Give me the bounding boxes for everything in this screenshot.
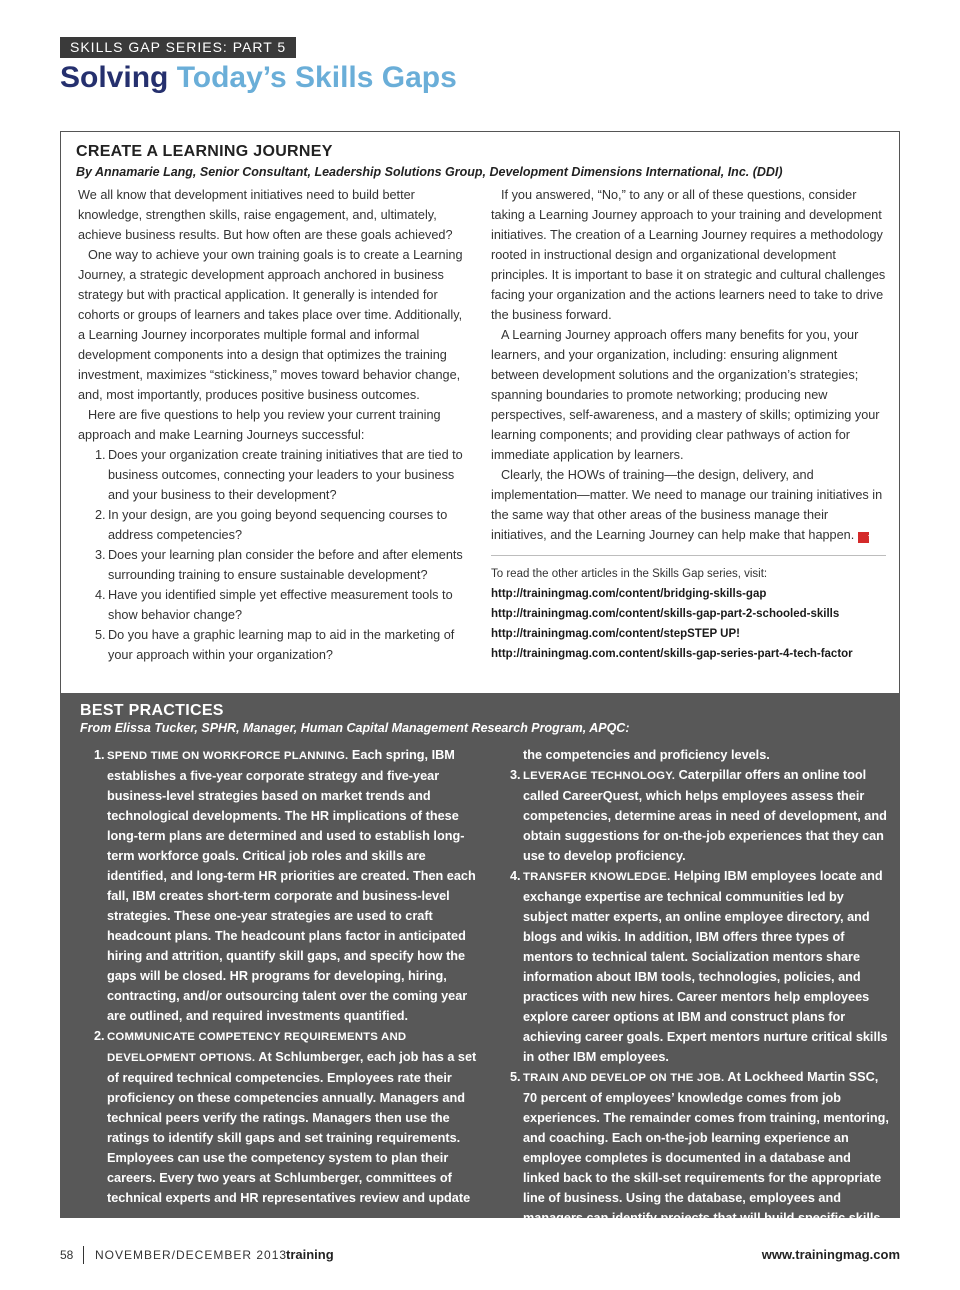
- issue-date: NOVEMBER/DECEMBER 2013: [95, 1248, 288, 1262]
- magazine-url[interactable]: www.trainingmag.com: [761, 1247, 900, 1262]
- practice-lead: COMMUNICATE COMPETENCY REQUIREMENTS AND DEVELOPMENT OPTIONS.: [107, 1031, 407, 1064]
- footer-divider: [83, 1246, 84, 1264]
- question-item: [78, 625, 470, 665]
- question-item: [78, 545, 470, 585]
- best-practices-right-column: [506, 745, 890, 1228]
- end-mark-icon: t: [858, 532, 869, 543]
- practice-item-continued: [506, 745, 890, 765]
- practice-lead: TRAIN AND DEVELOP ON THE JOB.: [523, 1072, 725, 1084]
- page-title-part-2: Today’s Skills Gaps: [176, 61, 457, 94]
- page-footer: [60, 1243, 900, 1267]
- series-tag: SKILLS GAP SERIES: PART 5: [60, 37, 296, 58]
- question-number: 2.: [95, 508, 106, 522]
- practice-text: At Lockheed Martin SSC, 70 percent of employees’ knowledge comes from job experiences. The remainder comes from training, mentoring, and coaching. Each on-the-job learning experience an employee completes is documented in a database and linked back to the skill-set requirements for the appropriate line of business. Using the database, employees and managers can identify projects that will build specific skills.: [523, 1070, 889, 1225]
- best-practices-left-column: [90, 745, 480, 1208]
- question-text: Have you identified simple yet effective measurement tools to show behavior change?: [108, 588, 453, 622]
- question-text: In your design, are you going beyond sequencing courses to address competencies?: [108, 508, 448, 542]
- paragraph: A Learning Journey approach offers many benefits for you, your learners, and your organization, including: ensuring alignment between development solutions and the organization’s strategies; spanning boundaries to promote networking; producing new perspectives, self-awareness, and a mastery of skills; optimizing your learning components; and providing clear pathways of action for immediate application by learners.: [491, 328, 880, 462]
- learning-journey-byline: By Annamarie Lang, Senior Consultant, Leadership Solutions Group, Development Dimensions International, Inc. (DDI): [76, 165, 783, 179]
- practice-number: 2.: [94, 1029, 105, 1043]
- practice-number: 1.: [94, 748, 105, 762]
- practice-item: [90, 745, 480, 1026]
- learning-journey-box: [60, 131, 900, 694]
- practice-number: 5.: [510, 1070, 521, 1084]
- paragraph-text: Clearly, the HOWs of training—the design, delivery, and implementation—matter. We need to manage our training initiatives in the same way that other areas of the business manage their initiatives, and the Learning Journey can help make that happen.: [491, 468, 883, 542]
- question-number: 3.: [95, 548, 106, 562]
- question-item: [78, 445, 470, 505]
- best-practices-box: [60, 693, 900, 1225]
- question-number: 1.: [95, 448, 106, 462]
- paragraph: [491, 465, 886, 545]
- practice-lead: TRANSFER KNOWLEDGE.: [523, 871, 671, 883]
- practice-text: Each spring, IBM establishes a five-year corporate strategy and five-year business-level strategies based on market trends and technological developments. The HR implications of these long-term plans are determined and used to establish long-term workforce goals. Critical job roles and skills are identified, and long-term HR priorities are created. Then each fall, IBM creates short-term corporate and business-level strategies. These one-year strategies are used to craft headcount plans. The headcount plans factor in anticipated hiring and attrition, quantify skill gaps, and specify how the gaps will be closed. HR programs for developing, hiring, contracting, and/or outsourcing talent over the coming year are outlined, and required investments quantified.: [107, 748, 476, 1023]
- practice-text: Helping IBM employees locate and exchange expertise are technical communities led by subject matter experts, an online employee directory, and blogs and wikis. In addition, IBM offers three types of mentors to technical talent. Socialization mentors share information about IBM tools, technologies, policies, and practices with new hires. Career mentors help employees explore career options at IBM and construct plans for achieving career goals. Expert mentors nurture critical skills in other IBM employees.: [523, 869, 888, 1064]
- practice-item: [506, 866, 890, 1067]
- learning-journey-heading: CREATE A LEARNING JOURNEY: [76, 143, 333, 160]
- learning-journey-right-column: [491, 185, 886, 664]
- question-text: Does your learning plan consider the before and after elements surrounding training to ensure sustainable development?: [108, 548, 463, 582]
- practice-text: the competencies and proficiency levels.: [523, 748, 770, 762]
- question-text: Does your organization create training initiatives that are tied to business outcomes, connecting your leaders to your business and your business to their development?: [108, 448, 463, 502]
- magazine-name: training: [286, 1247, 334, 1262]
- learning-journey-left-column: [78, 185, 470, 665]
- best-practices-heading: BEST PRACTICES: [80, 702, 224, 719]
- question-number: 5.: [95, 628, 106, 642]
- question-item: [78, 505, 470, 545]
- page-title: [60, 58, 457, 98]
- links-intro: To read the other articles in the Skills Gap series, visit:: [491, 568, 768, 580]
- practice-text: At Schlumberger, each job has a set of required technical competencies. Employees rate their proficiency on these competencies annually. Managers and technical peers verify the ratings. Managers then use the ratings to identify skill gaps and set training requirements. Employees can use the competency system to plan their careers. Every two years at Schlumberger, committees of technical experts and HR representatives review and update: [107, 1050, 477, 1205]
- series-link[interactable]: http://trainingmag.com.content/skills-gap-series-part-4-tech-factor: [491, 648, 853, 660]
- page-number: 58: [60, 1248, 74, 1262]
- series-link[interactable]: http://trainingmag.com/content/bridging-skills-gap: [491, 588, 767, 600]
- paragraph: One way to achieve your own training goals is to create a Learning Journey, a strategic development approach anchored in business strategy but with practical application. It generally is intended for cohorts or groups of learners and takes place over time. Additionally, a Learning Journey incorporates multiple formal and informal development components into a design that optimizes the training investment, maximizes “stickiness,” moves toward behavior change, and, most importantly, produces positive business outcomes.: [78, 248, 463, 402]
- practice-lead: LEVERAGE TECHNOLOGY.: [523, 770, 676, 782]
- series-link[interactable]: http://trainingmag.com/content/skills-gap-part-2-schooled-skills: [491, 608, 840, 620]
- practice-number: 4.: [510, 869, 521, 883]
- series-link[interactable]: http://trainingmag.com/content/stepSTEP UP!: [491, 628, 740, 640]
- practice-item: [506, 1067, 890, 1228]
- practice-item: [90, 1026, 480, 1208]
- divider: [491, 555, 886, 556]
- paragraph: If you answered, “No,” to any or all of these questions, consider taking a Learning Journey approach to your training and development initiatives. The creation of a Learning Journey requires a methodology rooted in instructional design and organizational development principles. It is important to base it on strategic and cultural challenges facing your organization and the actions learners need to take to drive the business forward.: [491, 188, 886, 322]
- paragraph: Here are five questions to help you review your current training approach and make Learning Journeys successful:: [78, 408, 441, 442]
- practice-lead: SPEND TIME ON WORKFORCE PLANNING.: [107, 750, 349, 762]
- practice-item: [506, 765, 890, 866]
- paragraph: We all know that development initiatives need to build better knowledge, strengthen skills, raise engagement, and, ultimately, achieve business results. But how often are these goals achieved?: [78, 188, 453, 242]
- question-number: 4.: [95, 588, 106, 602]
- question-text: Do you have a graphic learning map to aid in the marketing of your approach within your organization?: [108, 628, 455, 662]
- best-practices-byline: From Elissa Tucker, SPHR, Manager, Human Capital Management Research Program, APQC:: [80, 721, 630, 735]
- practice-text: Caterpillar offers an online tool called CareerQuest, which helps employees assess their competencies, determine areas in need of development, and obtain suggestions for on-the-job experiences that they can use to develop proficiency.: [523, 768, 887, 863]
- series-links: [491, 584, 886, 664]
- question-item: [78, 585, 470, 625]
- practice-number: 3.: [510, 768, 521, 782]
- page-title-part-1: Solving: [60, 61, 169, 94]
- questions-list: [78, 445, 470, 665]
